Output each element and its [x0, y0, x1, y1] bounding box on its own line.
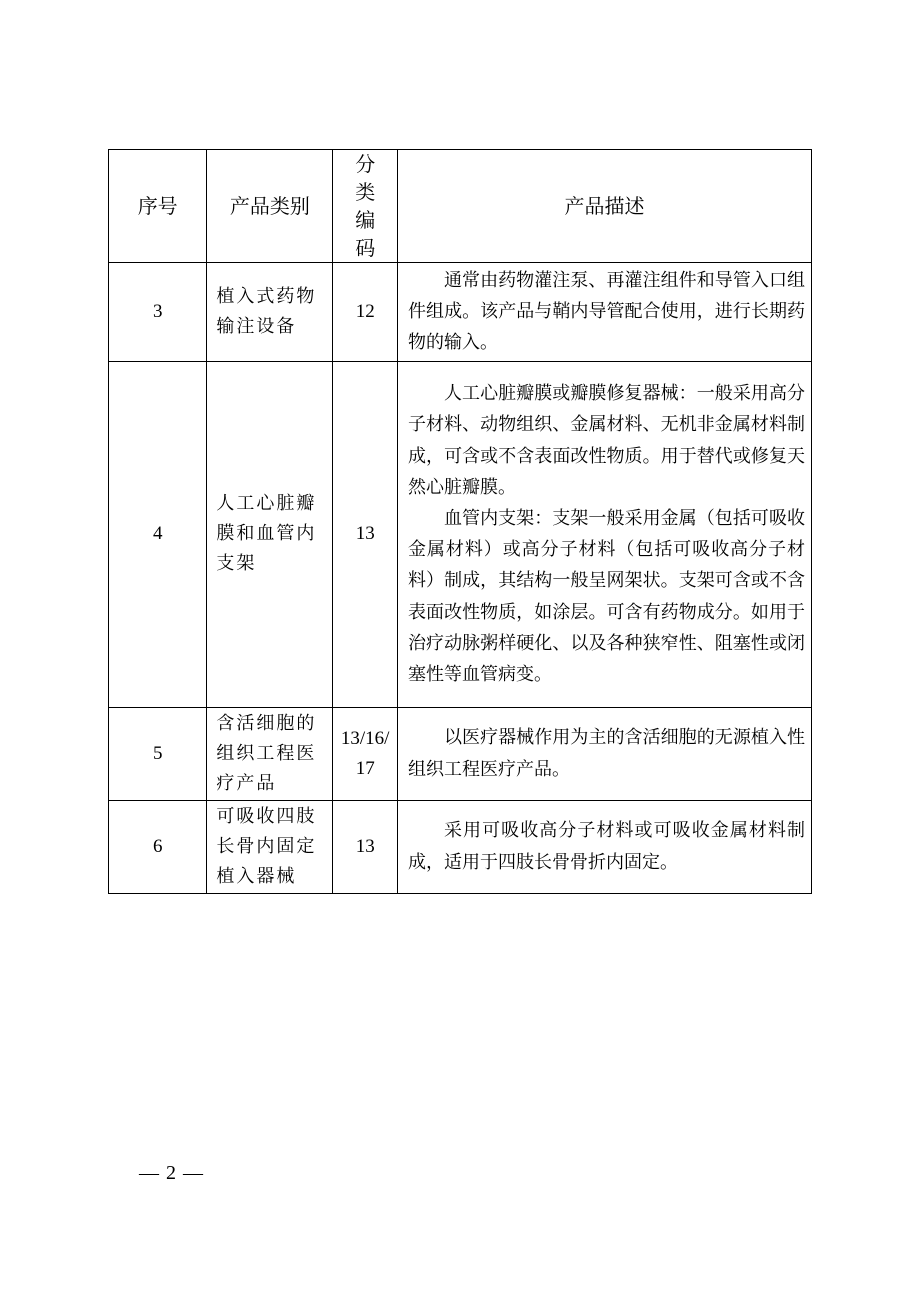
table-row	[109, 707, 812, 800]
row-code-text: 13/16/17	[340, 727, 390, 779]
description-paragraph: 血管内支架：支架一般采用金属（包括可吸收金属材料）或高分子材料（包括可吸收高分子材料）制成，其结构一般呈网架状。支架可含或不含表面改性物质，如涂层。可含有药物成分。如用于治疗动脉粥样硬化、以及各种狭窄性、阻塞性或闭塞性等血管病变。	[407, 507, 805, 685]
header-number: 序号	[109, 150, 207, 263]
row-number: 6	[109, 800, 207, 893]
header-code-label: 分类编码	[355, 152, 376, 260]
row-code	[333, 707, 398, 800]
description-paragraph: 以医疗器械作用为主的含活细胞的无源植入性组织工程医疗产品。	[407, 727, 805, 780]
page-number: — 2 —	[139, 1162, 204, 1184]
table-row	[109, 800, 812, 893]
row-category: 含活细胞的组织工程医疗产品	[207, 707, 333, 800]
row-number: 4	[109, 361, 207, 707]
row-number: 5	[109, 707, 207, 800]
header-code	[333, 150, 398, 263]
row-code: 12	[333, 263, 398, 362]
row-description	[397, 361, 811, 707]
row-number: 3	[109, 263, 207, 362]
product-table	[108, 149, 812, 894]
table-header-row	[109, 150, 812, 263]
row-description	[397, 707, 811, 800]
table-row	[109, 263, 812, 362]
row-category: 植入式药物输注设备	[207, 263, 333, 362]
row-description	[397, 263, 811, 362]
row-code: 13	[333, 361, 398, 707]
table-row	[109, 361, 812, 707]
row-category: 可吸收四肢长骨内固定植入器械	[207, 800, 333, 893]
row-category: 人工心脏瓣膜和血管内支架	[207, 361, 333, 707]
row-code: 13	[333, 800, 398, 893]
row-description	[397, 800, 811, 893]
header-category: 产品类别	[207, 150, 333, 263]
description-paragraph: 通常由药物灌注泵、再灌注组件和导管入口组件组成。该产品与鞘内导管配合使用，进行长期药物的输入。	[407, 270, 805, 354]
header-description: 产品描述	[397, 150, 811, 263]
description-paragraph: 采用可吸收高分子材料或可吸收金属材料制成，适用于四肢长骨骨折内固定。	[407, 820, 805, 873]
description-paragraph: 人工心脏瓣膜或瓣膜修复器械：一般采用高分子材料、动物组织、金属材料、无机非金属材料制成，可含或不含表面改性物质。用于替代或修复天然心脏瓣膜。	[407, 383, 805, 498]
